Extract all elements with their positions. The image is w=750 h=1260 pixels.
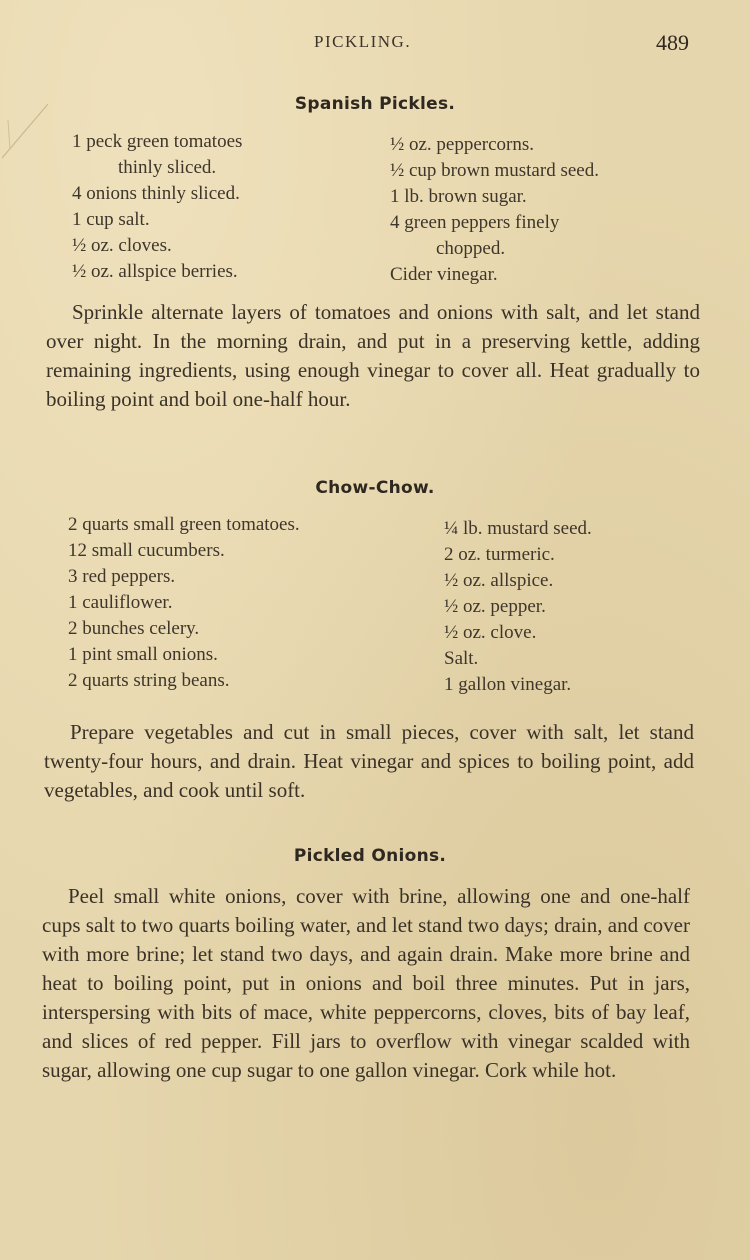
ingredient-item: ½ cup brown mustard seed. [390,160,599,181]
ingredient-item: 3 red peppers. [68,566,176,587]
ingredient-item: ½ oz. allspice. [444,570,554,591]
recipe-title-pickled-onions: Pickled Onions. [293,846,447,866]
ingredient-item: 2 oz. turmeric. [444,544,555,565]
ingredient-item: Cider vinegar. [390,264,498,285]
ingredient-item: 2 quarts small green tomatoes. [68,514,300,535]
ingredient-item: 1 pint small onions. [68,644,218,665]
ingredient-item: 2 bunches celery. [68,618,200,639]
ingredient-item: thinly sliced. [118,157,217,178]
ingredient-list-right [444,516,592,698]
ingredient-list-left [72,129,242,285]
ingredient-item: ½ oz. peppercorns. [390,134,535,155]
ingredient-item: 1 peck green tomatoes [72,131,243,152]
running-title: PICKLING. [314,32,412,51]
ingredient-item: 1 cauliflower. [68,592,173,613]
ingredient-item: 1 lb. brown sugar. [390,186,527,207]
ingredient-item: ½ oz. clove. [444,622,537,643]
ingredient-item: 12 small cucumbers. [68,540,225,561]
ingredient-item: 1 gallon vinegar. [444,674,572,695]
ingredient-item: ½ oz. cloves. [72,235,172,256]
ingredient-list-right [390,132,599,288]
ingredient-item: 2 quarts string beans. [68,670,230,691]
recipe-title-chow-chow: Chow-Chow. [315,478,435,498]
ingredient-list-left [68,512,300,694]
ingredient-item: 1 cup salt. [72,209,150,230]
directions-paragraph: Peel small white onions, cover with brine, allowing one and one-half cups salt to two quarts boiling water, and let stand two days; drain, and cover with more brine; let stand two days, and again drain. Make more brine and heat to boiling point, put in onions and boil three minutes. Put in jars, interspersing with bits of mace, white peppercorns, cloves, bits of bay leaf, and slices of red pepper. Fill jars to overflow with vinegar scalded with sugar, allowing one cup sugar to one gallon vinegar. Cork while hot. [42,884,690,1082]
page-number: 489 [656,30,689,55]
ingredient-item: ½ oz. allspice berries. [72,261,238,282]
directions-paragraph: Sprinkle alternate layers of tomatoes and onions with salt, and let stand over night. In the morning drain, and put in a preserving kettle, adding remaining ingredients, using enough vinegar to cover all. Heat gradually to boiling point and boil one-half hour. [46,300,700,411]
ingredient-item: chopped. [436,238,506,259]
ingredient-item: ¼ lb. mustard seed. [444,518,592,539]
ingredient-item: Salt. [444,648,479,669]
ingredient-item: 4 onions thinly sliced. [72,183,240,204]
ingredient-item: ½ oz. pepper. [444,596,546,617]
recipe-title-spanish-pickles: Spanish Pickles. [294,94,456,114]
running-head [0,30,750,58]
directions-paragraph: Prepare vegetables and cut in small pieces, cover with salt, let stand twenty-four hours, and drain. Heat vinegar and spices to boiling point, add vegetables, and cook until soft. [44,720,694,802]
ingredient-item: 4 green peppers finely [390,212,560,233]
